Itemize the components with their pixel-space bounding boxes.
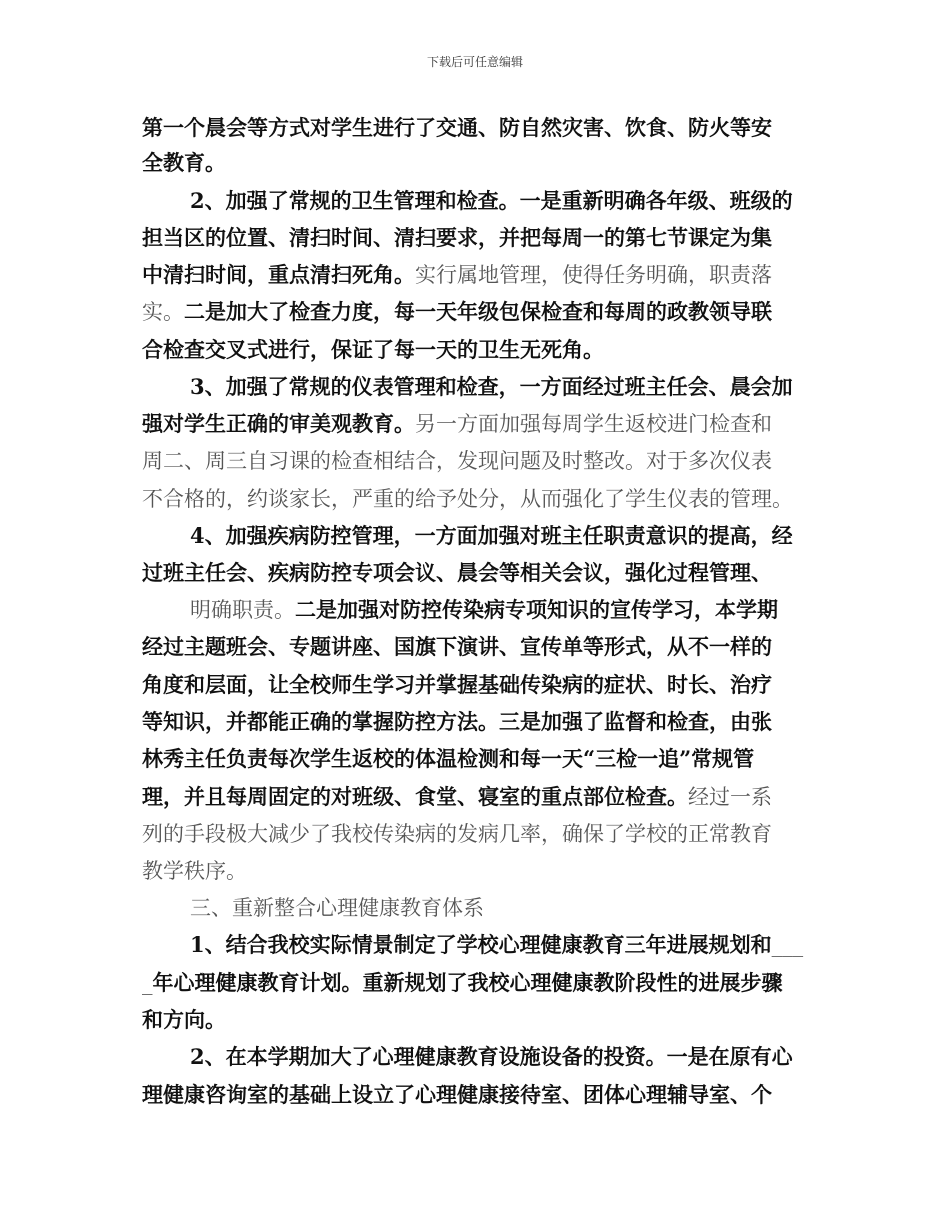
text-segment: 和方向。 (142, 1007, 226, 1032)
text-segment: 列的手段极大减少了我校传染病的发病几率，确保了学校的正常教育 (142, 822, 772, 846)
text-segment: 合检查交叉式进行，保证了每一天的卫生无死角。 (142, 337, 604, 362)
text-segment: 过班主任会、疾病防控专项会议、晨会等相关会议，强化过程管理、 (142, 560, 772, 585)
text-line (0, 744, 950, 774)
text-segment: 强对学生正确的审美观教育。 (142, 411, 415, 436)
text-segment: 担当区的位置、清扫时间、清扫要求，并把每周一的第七节课定为集 (142, 225, 772, 250)
text-line (0, 297, 950, 327)
text-segment: 等知识，并都能正确的掌握防控方法。三是加强了监督和检查，由张 (142, 709, 772, 734)
text-line (0, 856, 950, 886)
text-segment: 3、加强了常规的仪表管理和检查，一方面经过班主任会、晨会加 (190, 374, 793, 399)
text-segment: 4、加强疾病防控管理，一方面加强对班主任职责意识的提高，经 (190, 523, 793, 548)
text-line (0, 595, 950, 625)
text-line (0, 819, 950, 849)
text-line (0, 335, 950, 365)
text-line (0, 446, 950, 476)
text-segment: 2、在本学期加大了心理健康教育设施设备的投资。一是在原有心 (190, 1044, 793, 1069)
text-segment: 理健康咨询室的基础上设立了心理健康接待室、团体心理辅导室、个 (142, 1082, 772, 1107)
text-segment: 中清扫时间，重点清扫死角。 (142, 262, 415, 287)
text-line (0, 223, 950, 253)
page-header: 下载后可任意编辑 (426, 55, 523, 69)
text-line (0, 782, 950, 812)
text-line (0, 113, 950, 143)
text-line (0, 1005, 950, 1035)
text-segment: 经过一系 (688, 785, 772, 809)
text-segment: ___ (771, 933, 804, 957)
text-segment: 林秀主任负责每次学生返校的体温检测和每一天“三检一追”常规管 (142, 746, 755, 771)
text-line (0, 632, 950, 662)
text-line (0, 484, 950, 514)
text-line (0, 670, 950, 700)
text-line (0, 930, 950, 960)
text-segment: 全教育。 (142, 150, 226, 175)
text-segment: 理，并且每周固定的对班级、食堂、寝室的重点部位检查。 (142, 784, 688, 809)
text-segment: 二是加强对防控传染病专项知识的宣传学习，本学期 (295, 597, 778, 622)
text-line (0, 260, 950, 290)
text-line (0, 1080, 950, 1110)
text-segment: 实。 (142, 300, 184, 324)
text-segment: 经过主题班会、专题讲座、国旗下演讲、宣传单等形式，从不一样的 (142, 634, 772, 659)
text-segment: 另一方面加强每周学生返校进门检查和 (415, 412, 772, 436)
text-line (0, 1042, 950, 1072)
text-segment: 年心理健康教育计划。重新规划了我校心理健康教阶段性的进展步骤 (152, 970, 783, 995)
text-segment: 2、加强了常规的卫生管理和检查。一是重新明确各年级、班级的 (190, 188, 793, 213)
text-segment: _ (142, 971, 153, 995)
text-segment: 第一个晨会等方式对学生进行了交通、防自然灾害、饮食、防火等安 (142, 115, 772, 140)
text-segment: 二是加大了检查力度，每一天年级包保检查和每周的政教领导联 (184, 299, 772, 324)
text-line (0, 409, 950, 439)
text-line (0, 372, 950, 402)
text-segment: 周二、周三自习课的检查相结合，发现问题及时整改。对于多次仪表 (142, 449, 772, 473)
text-line (0, 521, 950, 551)
text-line (0, 148, 950, 178)
text-segment: 教学秩序。 (142, 859, 247, 883)
text-line (0, 707, 950, 737)
text-line (0, 968, 950, 998)
text-segment: 1、结合我校实际情景制定了学校心理健康教育三年进展规划和 (190, 932, 772, 957)
text-segment: 明确职责。 (190, 598, 295, 622)
text-line (0, 893, 950, 923)
text-segment: 角度和层面，让全校师生学习并掌握基础传染病的症状、时长、治疗 (142, 672, 772, 697)
text-line (0, 186, 950, 216)
text-segment: 三、重新整合心理健康教育体系 (190, 896, 484, 920)
text-segment: 不合格的，约谈家长，严重的给予处分，从而强化了学生仪表的管理。 (142, 487, 793, 511)
text-line (0, 558, 950, 588)
text-segment: 实行属地管理，使得任务明确，职责落 (415, 263, 772, 287)
